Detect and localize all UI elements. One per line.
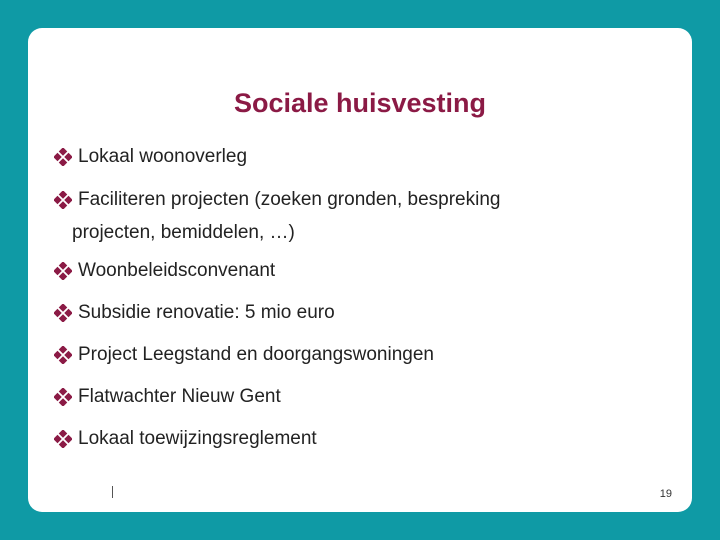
bullet-text: Project Leegstand en doorgangswoningen <box>78 344 434 365</box>
bullet-text: Flatwachter Nieuw Gent <box>78 386 281 407</box>
bullet-item <box>54 183 654 249</box>
bullet-item <box>54 338 654 371</box>
bullet-text <box>72 183 654 249</box>
bullet-text-line-1: Faciliteren projecten (zoeken gronden, bespreking <box>78 189 501 210</box>
diamond-bullet-icon <box>54 254 72 287</box>
bullet-item <box>54 296 654 329</box>
bullet-item <box>54 140 654 173</box>
bullet-item <box>54 422 654 455</box>
bullet-text: Subsidie renovatie: 5 mio euro <box>78 302 335 323</box>
slide-title: Sociale huisvesting <box>233 88 487 118</box>
diamond-bullet-icon <box>54 422 72 455</box>
bullet-item <box>54 380 654 413</box>
bullet-text: Lokaal toewijzingsreglement <box>78 428 317 449</box>
diamond-bullet-icon <box>54 183 72 216</box>
bullet-text-line-2: projecten, bemiddelen, …) <box>72 222 295 243</box>
bullet-item <box>54 254 654 287</box>
diamond-bullet-icon <box>54 380 72 413</box>
diamond-bullet-icon <box>54 140 72 173</box>
bullet-text: Lokaal woonoverleg <box>78 146 248 167</box>
footer-divider <box>112 486 113 498</box>
page-number: 19 <box>659 488 672 500</box>
diamond-bullet-icon <box>54 296 72 329</box>
bullet-text: Woonbeleidsconvenant <box>78 260 276 281</box>
diamond-bullet-icon <box>54 338 72 371</box>
